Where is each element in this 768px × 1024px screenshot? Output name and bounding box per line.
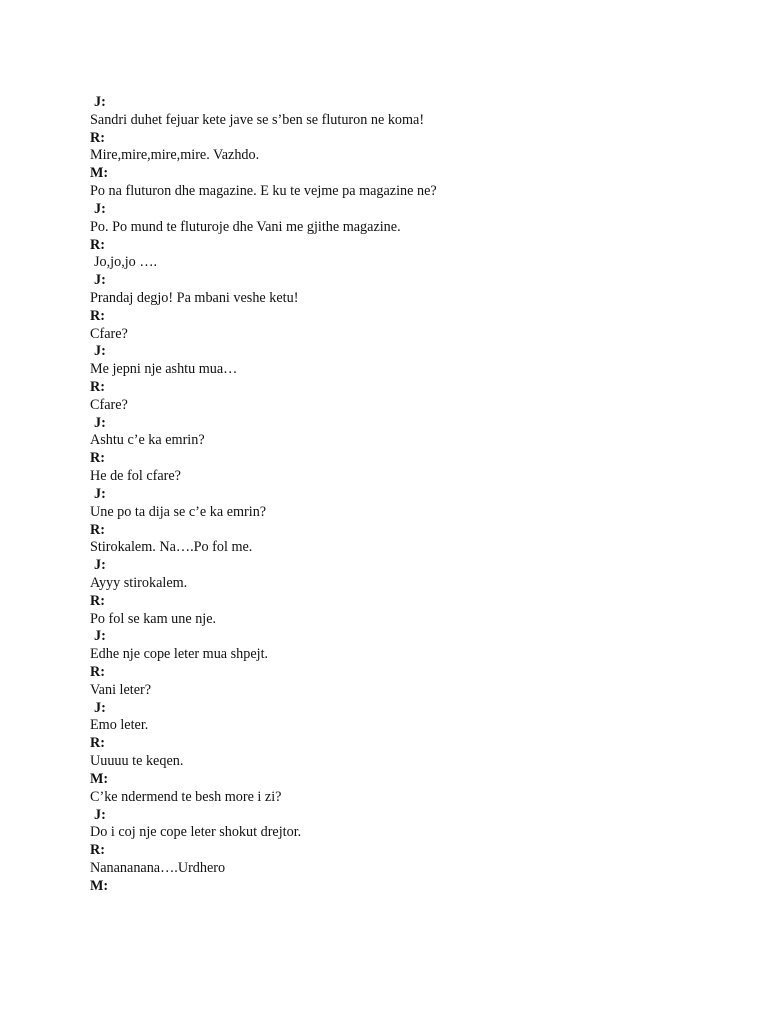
- dialogue-line: Edhe nje cope leter mua shpejt.: [90, 646, 269, 663]
- speaker-label: R:: [90, 129, 105, 146]
- dialogue-line: Stirokalem. Na….Po fol me.: [90, 539, 253, 556]
- dialogue-line: Po fol se kam une nje.: [90, 610, 217, 627]
- speaker-label: J:: [94, 94, 106, 110]
- dialogue-line: Ayyy stirokalem.: [90, 574, 188, 591]
- dialogue-line: Ashtu c’e ka emrin?: [90, 432, 205, 449]
- speaker-label: J:: [94, 200, 106, 217]
- speaker-label: R:: [90, 842, 105, 859]
- dialogue-line: He de fol cfare?: [90, 468, 181, 485]
- dialogue-line: Uuuuu te keqen.: [90, 753, 184, 770]
- dialogue-line: Po. Po mund te fluturoje dhe Vani me gjithe magazine.: [90, 218, 401, 235]
- speaker-label: R:: [90, 379, 105, 395]
- speaker-label: R:: [90, 521, 105, 538]
- dialogue-line: Nanananana….Urdhero: [90, 859, 226, 876]
- dialogue-line: Do i coj nje cope leter shokut drejtor.: [90, 824, 302, 841]
- dialogue-line: Cfare?: [90, 325, 128, 342]
- dialogue-line: Me jepni nje ashtu mua…: [90, 361, 238, 378]
- dialogue-line: Une po ta dija se c’e ka emrin?: [90, 503, 267, 520]
- speaker-label: R:: [90, 307, 105, 324]
- speaker-label: M:: [90, 165, 109, 182]
- speaker-label: M:: [90, 770, 109, 787]
- speaker-label: J:: [94, 557, 106, 574]
- speaker-label: R:: [90, 592, 105, 609]
- speaker-label: R:: [90, 664, 105, 680]
- speaker-label: J:: [94, 272, 106, 289]
- speaker-label: J:: [94, 628, 106, 645]
- speaker-label: J:: [94, 414, 106, 431]
- dialogue-line: Vani leter?: [90, 681, 152, 698]
- speaker-label: R:: [90, 735, 105, 752]
- dialogue-line: Mire,mire,mire,mire. Vazhdo.: [90, 147, 260, 164]
- dialogue-line: C’ke ndermend te besh more i zi?: [90, 788, 282, 805]
- dialogue-line: Po na fluturon dhe magazine. E ku te vejme pa magazine ne?: [90, 183, 437, 200]
- speaker-label: R:: [90, 450, 105, 467]
- speaker-label: J:: [94, 485, 106, 502]
- dialogue-line: Sandri duhet fejuar kete jave se s’ben se fluturon ne koma!: [90, 111, 425, 128]
- speaker-label: J:: [94, 806, 106, 823]
- dialogue-line: Cfare?: [90, 396, 128, 413]
- speaker-label: M:: [90, 877, 109, 894]
- dialogue-line: Jo,jo,jo ….: [94, 254, 158, 271]
- speaker-label: R:: [90, 236, 105, 253]
- dialogue-line: Prandaj degjo! Pa mbani veshe ketu!: [90, 289, 299, 306]
- dialogue-line: Emo leter.: [90, 717, 149, 734]
- speaker-label: J:: [94, 343, 106, 360]
- speaker-label: J:: [94, 699, 106, 716]
- document-page: [90, 94, 690, 896]
